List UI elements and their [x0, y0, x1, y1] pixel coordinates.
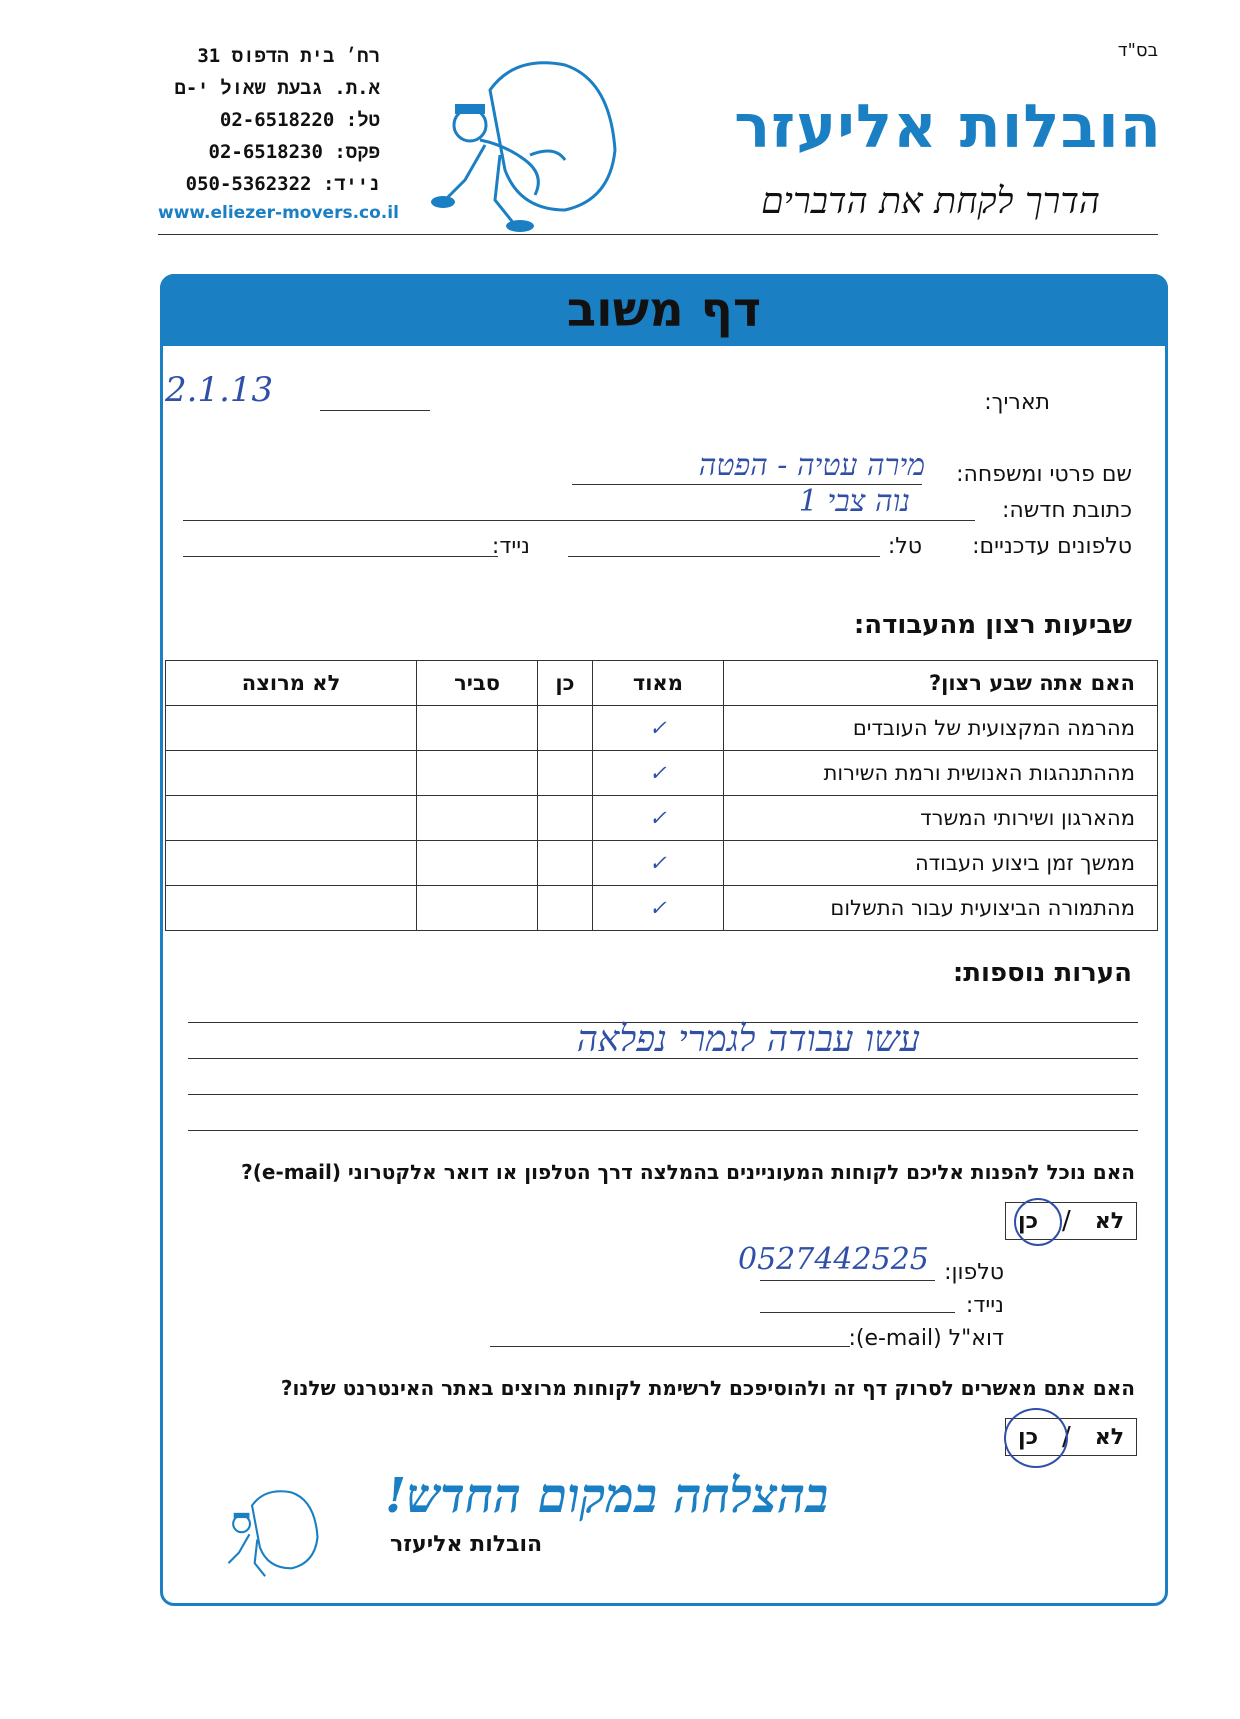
publish-no-option[interactable]: לא [1094, 1424, 1125, 1450]
footer-brand: הובלות אליעזר [390, 1532, 543, 1557]
satisfaction-table [165, 660, 1158, 931]
referral-phone-value: 0527442525 [738, 1242, 929, 1277]
notes-line[interactable] [188, 1094, 1138, 1095]
name-value: מירה עטיה - הפטה [698, 448, 925, 483]
selection-circle [1004, 1408, 1068, 1468]
referral-question: האם נוכל להפנות אליכם לקוחות המעוניינים בהמלצה דרך הטלפון או דואר אלקטרוני (e-mail)? [241, 1160, 1135, 1184]
new-address-label: כתובת חדשה: [1001, 498, 1132, 523]
date-label: תאריך: [984, 390, 1050, 415]
publish-question: האם אתם מאשרים לסרוק דף זה ולהוסיפכם לרשימת לקוחות מרוצים באתר האינטרנט שלנו? [280, 1376, 1135, 1400]
referral-mobile-line[interactable] [760, 1312, 955, 1313]
rating-yes-cell[interactable] [538, 706, 593, 751]
rating-yes-cell[interactable] [538, 796, 593, 841]
address-block [158, 40, 380, 200]
address-line: נייד: 050-5362322 [185, 173, 380, 195]
address-line: טל: 02-6518220 [219, 109, 380, 131]
column-header: סביר [417, 661, 538, 706]
question-cell: מההתנהגות האנושית ורמת השירות [724, 751, 1158, 796]
date-field-line[interactable] [320, 410, 430, 411]
rating-yes-cell[interactable] [538, 841, 593, 886]
mobile-label: נייד: [491, 534, 530, 559]
rating-very-cell[interactable]: ✓ [592, 886, 723, 931]
notes-line[interactable] [188, 1130, 1138, 1131]
column-header: מאוד [592, 661, 723, 706]
referral-phone-label: טלפון: [944, 1260, 1004, 1285]
notes-handwritten: עשו עבודה לגמרי נפלאה [576, 1019, 920, 1060]
question-cell: מהארגון ושירותי המשרד [724, 796, 1158, 841]
question-cell: ממשך זמן ביצוע העבודה [724, 841, 1158, 886]
table-row [166, 841, 1158, 886]
table-row [166, 706, 1158, 751]
website-link[interactable]: www.eliezer-movers.co.il [158, 203, 399, 223]
rating-yes-cell[interactable] [538, 886, 593, 931]
rating-unhappy-cell[interactable] [166, 841, 417, 886]
publish-yes-option[interactable]: כן [1018, 1424, 1039, 1450]
rating-unhappy-cell[interactable] [166, 706, 417, 751]
question-cell: מהרמה המקצועית של העובדים [724, 706, 1158, 751]
rating-very-cell[interactable]: ✓ [592, 841, 723, 886]
tel-label: טל: [887, 534, 922, 559]
rating-ok-cell[interactable] [417, 706, 538, 751]
rating-unhappy-cell[interactable] [166, 886, 417, 931]
name-label: שם פרטי ומשפחה: [956, 462, 1132, 487]
mover-mascot-icon [425, 50, 635, 235]
separator-slash: / [1061, 1206, 1071, 1236]
address-line: פקס: 02-6518230 [208, 141, 380, 163]
address-line: רח׳ בית הדפוס 31 [197, 45, 380, 67]
rating-unhappy-cell[interactable] [166, 751, 417, 796]
column-header: האם אתה שבע רצון? [724, 661, 1158, 706]
form-title: דף משוב [566, 282, 762, 338]
table-row [166, 796, 1158, 841]
column-header: כן [538, 661, 593, 706]
rating-ok-cell[interactable] [417, 886, 538, 931]
referral-no-option[interactable]: לא [1094, 1208, 1125, 1234]
separator-slash: / [1061, 1422, 1071, 1452]
referral-phone-line[interactable] [760, 1280, 935, 1281]
rating-ok-cell[interactable] [417, 751, 538, 796]
rating-very-cell[interactable]: ✓ [592, 706, 723, 751]
rating-ok-cell[interactable] [417, 796, 538, 841]
date-value: 2.1.13 [165, 370, 274, 410]
company-slogan: הדרך לקחת את הדברים [761, 181, 1100, 222]
rating-ok-cell[interactable] [417, 841, 538, 886]
rating-very-cell[interactable]: ✓ [592, 751, 723, 796]
new-address-field-line[interactable] [183, 520, 975, 521]
table-header-row [166, 661, 1158, 706]
rating-unhappy-cell[interactable] [166, 796, 417, 841]
tel-field-line[interactable] [568, 556, 880, 557]
referral-email-line[interactable] [490, 1346, 850, 1347]
rating-very-cell[interactable]: ✓ [592, 796, 723, 841]
mobile-field-line[interactable] [183, 556, 498, 557]
referral-email-label: דוא"ל (e-mail): [848, 1326, 1004, 1351]
selection-circle [1014, 1198, 1062, 1246]
bsd-mark: בס"ד [1117, 40, 1158, 61]
header-divider [158, 234, 1158, 235]
referral-mobile-label: נייד: [965, 1293, 1004, 1318]
notes-title: הערות נוספות: [952, 958, 1132, 988]
new-address-value: נוה צבי 1 [798, 484, 910, 519]
address-line: א.ת. גבעת שאול י-ם [174, 77, 380, 99]
mover-mascot-icon [218, 1478, 328, 1588]
table-row [166, 886, 1158, 931]
column-header: לא מרוצה [166, 661, 417, 706]
satisfaction-title: שביעות רצון מהעבודה: [853, 610, 1132, 640]
phones-label: טלפונים עדכניים: [972, 534, 1132, 559]
footer-slogan: בהצלחה במקום החדש! [385, 1468, 829, 1524]
table-row [166, 751, 1158, 796]
company-name: הובלות אליעזר [734, 92, 1162, 162]
referral-yes-option[interactable]: כן [1018, 1208, 1039, 1234]
form-title-bar [160, 274, 1168, 346]
question-cell: מהתמורה הביצועית עבור התשלום [724, 886, 1158, 931]
rating-yes-cell[interactable] [538, 751, 593, 796]
